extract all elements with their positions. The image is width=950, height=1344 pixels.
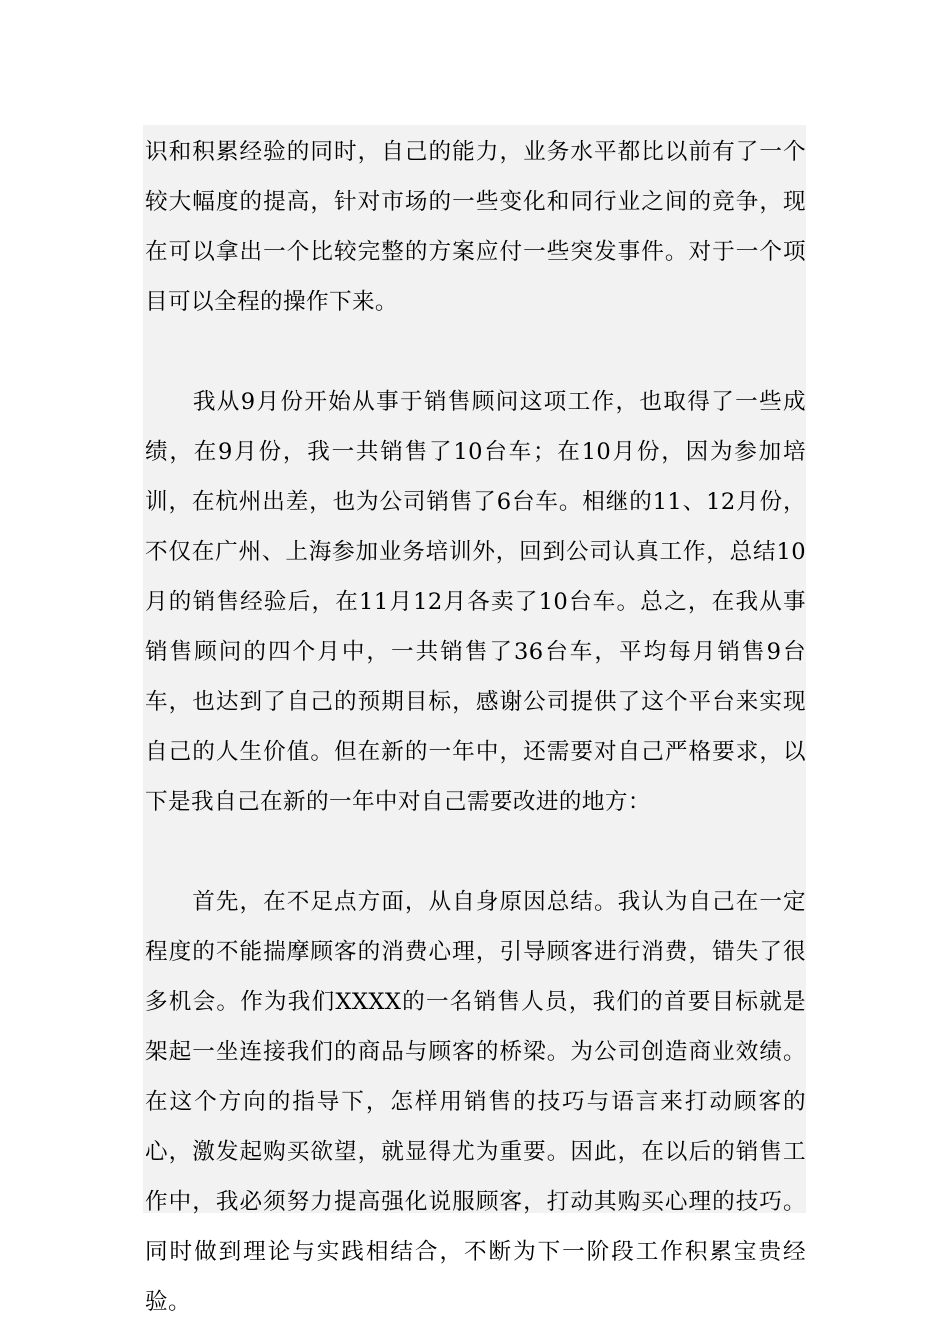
paragraph-spacer [145, 827, 806, 877]
paragraph-spacer [145, 327, 806, 377]
paragraph-3: 首先，在不足点方面，从自身原因总结。我认为自己在一定程度的不能揣摩顾客的消费心理，引导顾客进行消费，错失了很多机会。作为我们XXXX的一名销售人员，我们的首要目标就是架起一坐连接我们的商品与顾客的桥梁。为公司创造商业效绩。在这个方向的指导下，怎样用销售的技巧与语言来打动顾客的心，激发起购买欲望，就显得尤为重要。因此，在以后的销售工作中，我必须努力提高强化说服顾客，打动其购买心理的技巧。同时做到理论与实践相结合，不断为下一阶段工作积累宝贵经验。 [145, 889, 806, 1315]
document-text-block [143, 125, 806, 1315]
paragraph-1: 识和积累经验的同时，自己的能力，业务水平都比以前有了一个较大幅度的提高，针对市场的一些变化和同行业之间的竞争，现在可以拿出一个比较完整的方案应付一些突发事件。对于一个项目可以全程的操作下来。 [145, 139, 806, 315]
paragraph-2: 我从9月份开始从事于销售顾问这项工作，也取得了一些成绩，在9月份，我一共销售了10台车；在10月份，因为参加培训，在杭州出差，也为公司销售了6台车。相继的11、12月份，不仅在广州、上海参加业务培训外，回到公司认真工作，总结10月的销售经验后，在11月12月各卖了10台车。总之，在我从事销售顾问的四个月中，一共销售了36台车，平均每月销售9台车，也达到了自己的预期目标，感谢公司提供了这个平台来实现自己的人生价值。但在新的一年中，还需要对自己严格要求，以下是我自己在新的一年中对自己需要改进的地方： [145, 389, 806, 815]
